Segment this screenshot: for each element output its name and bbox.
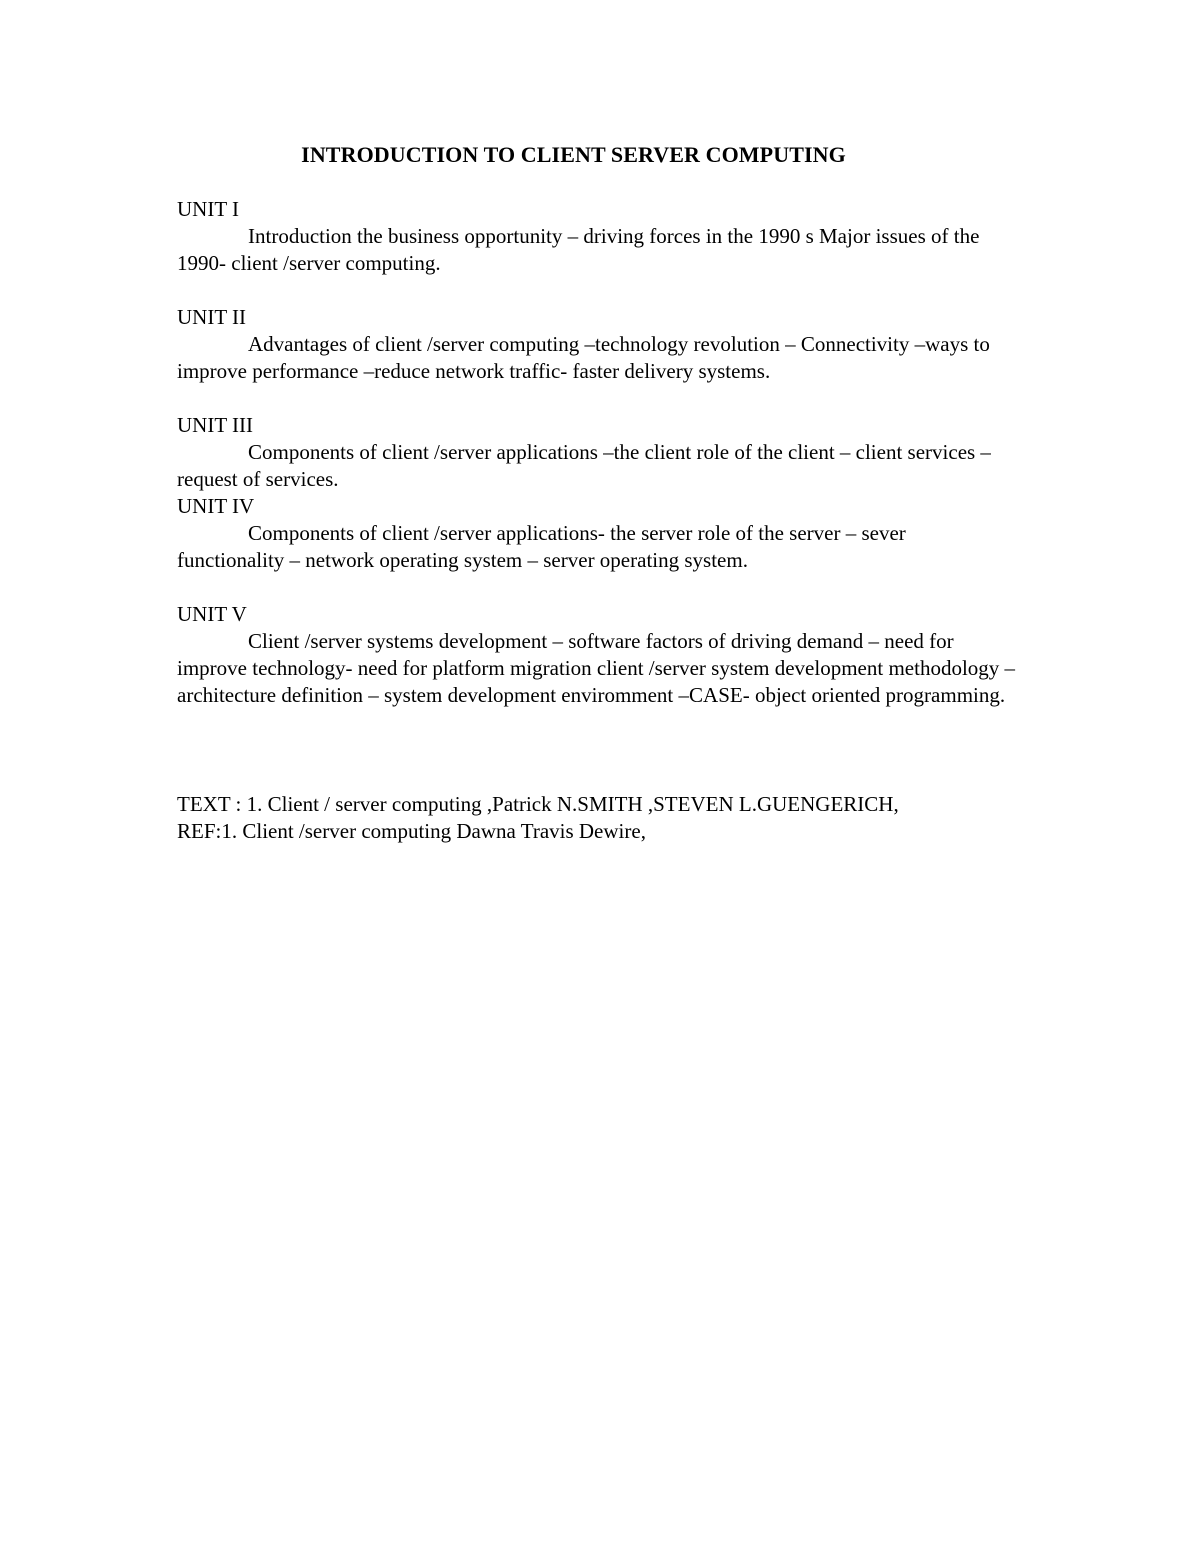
unit-5-section xyxy=(177,601,1017,709)
unit-1-heading: UNIT I xyxy=(177,197,240,221)
unit-4-heading: UNIT IV xyxy=(177,494,255,518)
unit-2-heading: UNIT II xyxy=(177,305,247,329)
ref-reference-line: REF:1. Client /server computing Dawna Travis Dewire, xyxy=(177,819,646,843)
unit-1-section xyxy=(177,196,1017,277)
unit-4-description: Components of client /server applications- the server role of the server – sever functionality – network operating system – server operating system. xyxy=(177,521,906,572)
references-section xyxy=(177,791,1057,845)
unit-5-heading: UNIT V xyxy=(177,602,247,626)
unit-5-description: Client /server systems development – software factors of driving demand – need for improve technology- need for platform migration client /server system development methodology – architecture definition – system development enviromment –CASE- object oriented programming. xyxy=(177,629,1016,707)
unit-3-section xyxy=(177,412,1017,493)
unit-2-description: Advantages of client /server computing –technology revolution – Connectivity –ways to improve performance –reduce network traffic- faster delivery systems. xyxy=(177,332,990,383)
page-title: INTRODUCTION TO CLIENT SERVER COMPUTING xyxy=(301,142,846,167)
unit-1-description: Introduction the business opportunity – driving forces in the 1990 s Major issues of the 1990- client /server computing. xyxy=(177,224,980,275)
unit-4-section xyxy=(177,493,1017,574)
text-reference-line: TEXT : 1. Client / server computing ,Patrick N.SMITH ,STEVEN L.GUENGERICH, xyxy=(177,792,899,816)
unit-3-heading: UNIT III xyxy=(177,413,254,437)
unit-3-description: Components of client /server applications –the client role of the client – client services – request of services. xyxy=(177,440,991,491)
unit-2-section xyxy=(177,304,1017,385)
